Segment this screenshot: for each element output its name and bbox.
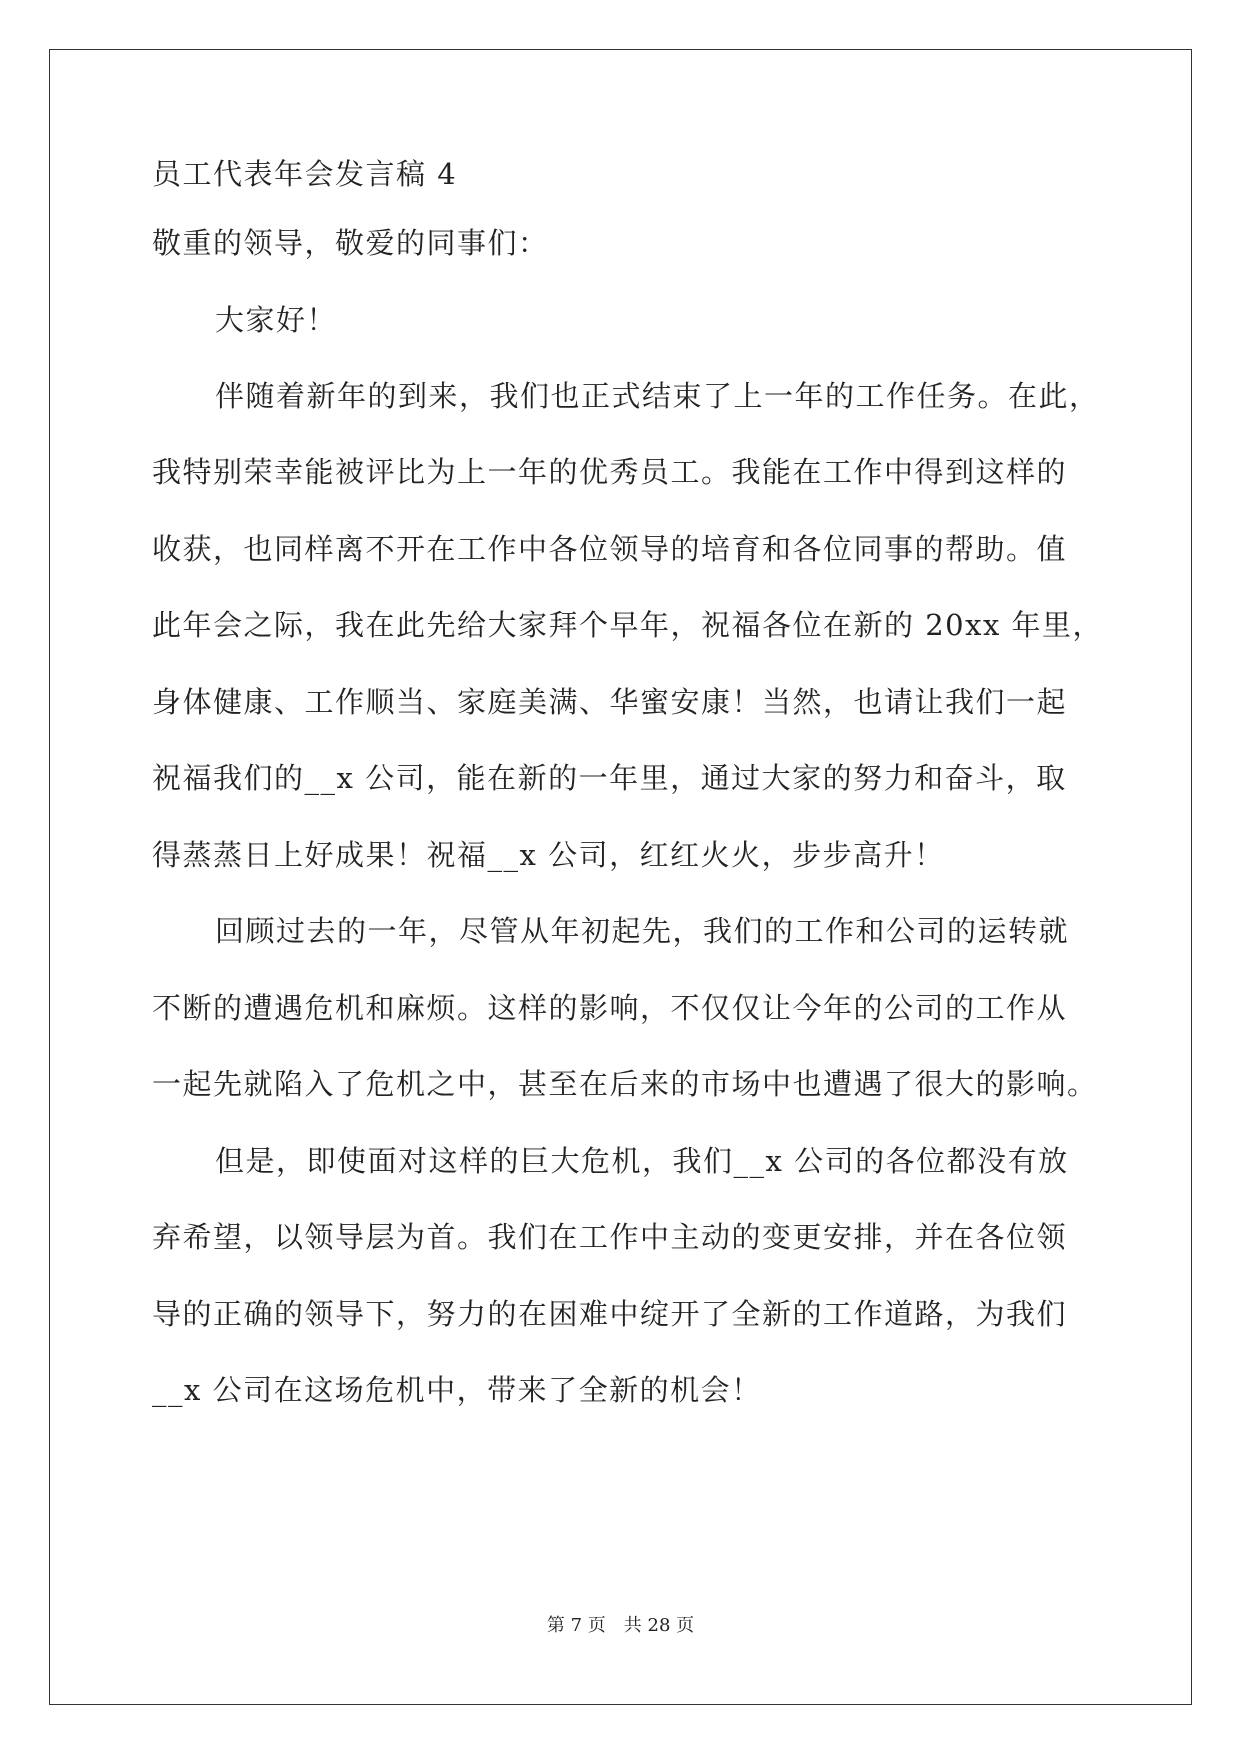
paragraph-line: 我特别荣幸能被评比为上一年的优秀员工。我能在工作中得到这样的	[152, 455, 1068, 489]
greeting: 大家好！	[215, 303, 338, 337]
paragraph-line: 收获，也同样离不开在工作中各位领导的培育和各位同事的帮助。值	[152, 532, 1068, 566]
paragraph-line: 一起先就陷入了危机之中，甚至在后来的市场中也遭遇了很大的影响。	[152, 1067, 1098, 1101]
paragraph-line: 祝福我们的__x 公司，能在新的一年里，通过大家的努力和奋斗，取	[152, 761, 1067, 795]
paragraph-line: 导的正确的领导下，努力的在困难中绽开了全新的工作道路，为我们	[152, 1297, 1068, 1331]
paragraph-line: 弃希望，以领导层为首。我们在工作中主动的变更安排，并在各位领	[152, 1220, 1068, 1254]
paragraph-line: __x 公司在这场危机中，带来了全新的机会！	[152, 1373, 762, 1407]
document-title: 员工代表年会发言稿 4	[152, 157, 458, 191]
paragraph-line: 此年会之际，我在此先给大家拜个早年，祝福各位在新的 20xx 年里，	[152, 608, 1104, 642]
paragraph-line: 身体健康、工作顺当、家庭美满、华蜜安康！当然，也请让我们一起	[152, 685, 1068, 719]
page-border	[49, 49, 1192, 1705]
paragraph-line: 不断的遭遇危机和麻烦。这样的影响，不仅仅让今年的公司的工作从	[152, 991, 1068, 1025]
paragraph-line: 得蒸蒸日上好成果！祝福__x 公司，红红火火，步步高升！	[152, 838, 945, 872]
paragraph-line: 伴随着新年的到来，我们也正式结束了上一年的工作任务。在此，	[215, 379, 1100, 413]
salutation: 敬重的领导，敬爱的同事们：	[152, 226, 549, 260]
paragraph-line: 回顾过去的一年，尽管从年初起先，我们的工作和公司的运转就	[215, 914, 1070, 948]
paragraph-line: 但是，即使面对这样的巨大危机，我们__x 公司的各位都没有放	[215, 1144, 1069, 1178]
page-number: 第 7 页 共 28 页	[546, 1615, 695, 1636]
